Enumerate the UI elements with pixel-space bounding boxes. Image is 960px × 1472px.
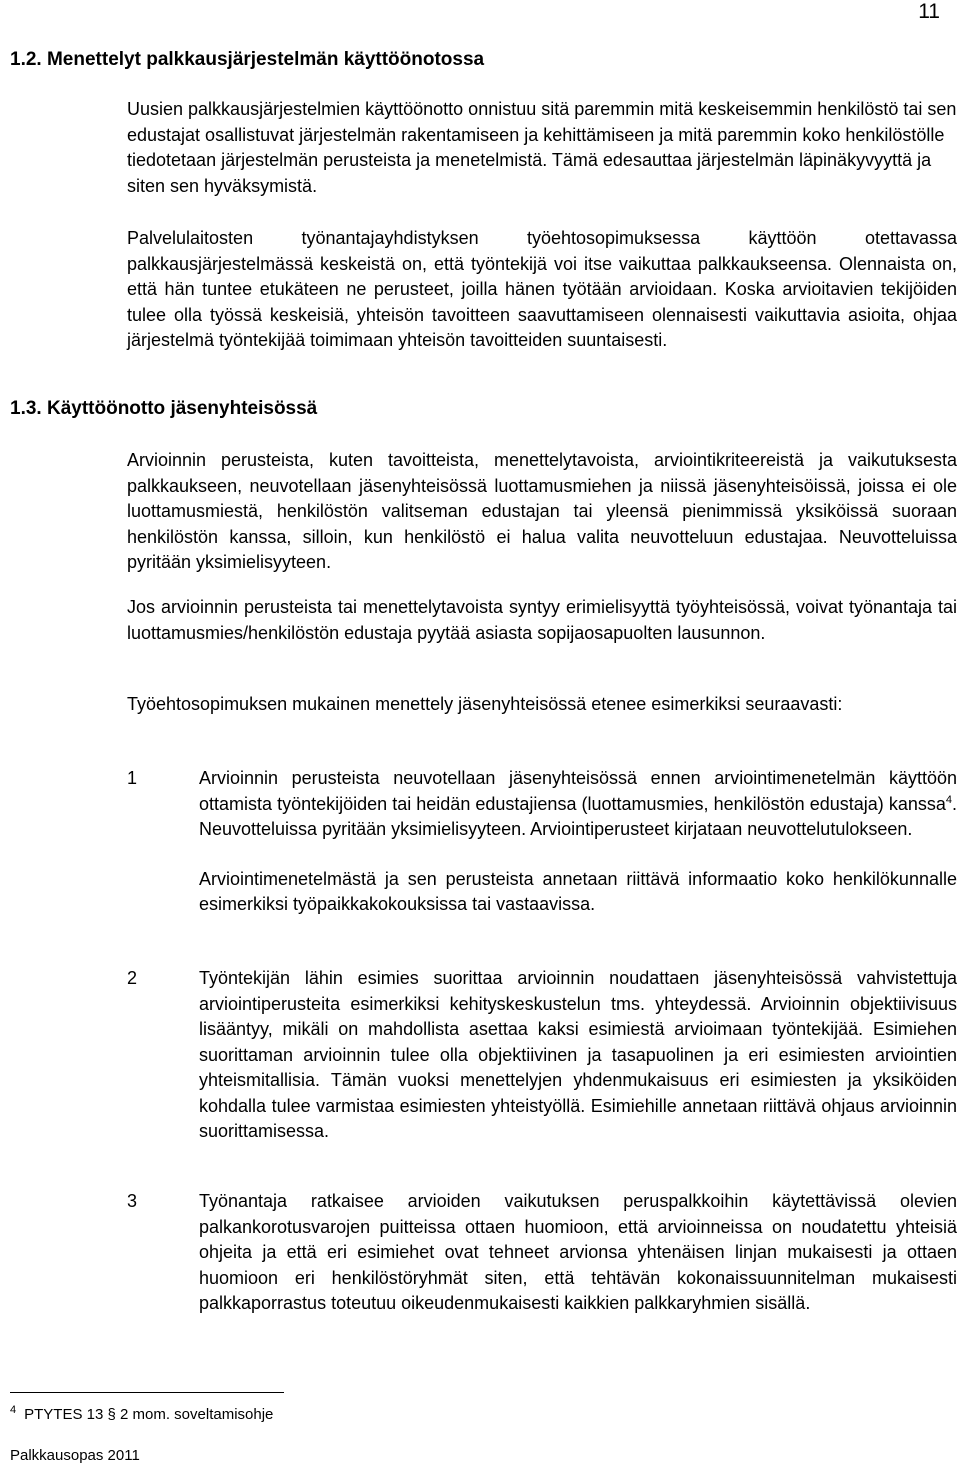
footnote-divider: [10, 1392, 284, 1393]
footnote: [10, 1404, 273, 1423]
footer-text: Palkkausopas 2011: [10, 1447, 140, 1464]
list-item-text-end: . Neuvotteluissa pyritään yksimielisyyteen. Arviointiperusteet kirjataan neuvottelutulokseen.: [199, 793, 957, 839]
paragraph: Työehtosopimuksen mukainen menettely jäsenyhteisössä etenee esimerkiksi seuraavasti:: [127, 694, 843, 714]
list-item-text: Työnantaja ratkaisee arvioiden vaikutuksen peruspalkkoihin käytettävissä olevien palkankorotusvarojen puitteissa ottaen huomioon, että arvioinneissa on noudatettu yhteisiä ohjeita ja että eri esimiehet ovat tehneet arvionsa yhtenäisen linjan mukaisesti ja ottaen huomioon eri henkilöstöryhmät siten, että tehtävän kokonaissuunnitelman mukaisesti palkkaporrastus toteutuu oikeudenmukaisesti kaikkien palkkaryhmien sisällä.: [199, 1191, 957, 1313]
paragraph: Jos arvioinnin perusteista tai menettelytavoista syntyy erimielisyyttä työyhteisössä, voivat työnantaja tai luottamusmies/henkilöstön edustaja pyytää asiasta sopijaosapuolten lausunnon.: [127, 597, 957, 643]
section-heading-1-2: 1.2. Menettelyt palkkausjärjestelmän käyttöönotossa: [10, 49, 485, 70]
list-item: [127, 966, 957, 1145]
footnote-reference[interactable]: 4: [945, 793, 952, 806]
paragraph: Uusien palkkausjärjestelmien käyttöönotto onnistuu sitä paremmin mitä keskeisemmin henkilöstö tai sen edustajat osallistuvat järjestelmän rakentamiseen ja kehittämiseen ja mitä paremmin koko henkilöstölle tiedotetaan järjestelmän perusteista ja menetelmistä. Tämä edesauttaa järjestelmän läpinäkyvyyttä ja siten sen hyväksymistä.: [127, 99, 957, 196]
list-item-text-start: Arvioinnin perusteista neuvotellaan jäsenyhteisössä ennen arviointimenetelmän käyttöön ottamista työntekijöiden tai heidän edustajiensa (luottamusmies, henkilöstön edustaja) kanssa: [199, 768, 957, 814]
list-item-number: 3: [127, 1191, 138, 1211]
list-item-number: 1: [127, 768, 138, 788]
page-number: 11: [918, 0, 940, 23]
section-heading-1-3: 1.3. Käyttöönotto jäsenyhteisössä: [10, 398, 318, 419]
list-item: [127, 1189, 957, 1317]
list-item-text: Työntekijän lähin esimies suorittaa arvioinnin noudattaen jäsenyhteisössä vahvistettuja arviointiperusteita esimerkiksi kehityskeskustelun tms. yhteydessä. Arvioinnin objektiivisuus lisääntyy, mikäli on mahdollista asettaa kaksi esimiestä arvioimaan työntekijää. Esimiehen suorittaman arvioinnin tulee olla objektiivinen ja tasapuolinen ja eri esimiesten arviointien yhteismitallisia. Tämän vuoksi menettelyjen yhdenmukaisuus eri esimiesten ja yksiköiden kohdalla tulee varmistaa esimiesten yhteistyöllä. Esimiehille annetaan riittävä ohjaus arvioinnin suorittamisessa.: [199, 968, 957, 1141]
footnote-text: PTYTES 13 § 2 mom. soveltamisohje: [24, 1406, 274, 1423]
list-item-subparagraph: Arviointimenetelmästä ja sen perusteista annetaan riittävä informaatio koko henkilökunnalle esimerkiksi työpaikkakokouksissa tai vastaavissa.: [199, 868, 957, 914]
paragraph: Arvioinnin perusteista, kuten tavoitteista, menettelytavoista, arviointikriteereistä ja vaikutuksesta palkkaukseen, neuvotellaan jäsenyhteisössä luottamusmiehen ja niissä jäsenyhteisöissä, joissa ei ole luottamusmiestä, henkilöstön valitseman edustajan tai yleensä pienimmissä yksiköissä suoraan henkilöstön kanssa, silloin, kun henkilöstö ei halua valita neuvotteluun edustajaa. Neuvotteluissa pyritään yksimielisyyteen.: [127, 450, 957, 572]
footnote-number: 4: [10, 1404, 17, 1416]
list-item-number: 2: [127, 968, 138, 988]
list-item: [127, 766, 957, 918]
paragraph: Palvelulaitosten työnantajayhdistyksen työehtosopimuksessa käyttöön otettavassa palkkausjärjestelmässä keskeistä on, että työntekijä voi itse vaikuttaa palkkaukseensa. Olennaista on, että hän tuntee etukäteen ne perusteet, joilla hänen työtään arvioidaan. Koska arvioitavien tekijöiden tulee olla työssä keskeisiä, yhteisön tavoitteen saavuttamiseen olennaisesti vaikuttavia asioita, ohjaa järjestelmä työntekijää toimimaan yhteisön tavoitteiden suuntaisesti.: [127, 228, 957, 350]
list-item-text: [199, 766, 957, 843]
